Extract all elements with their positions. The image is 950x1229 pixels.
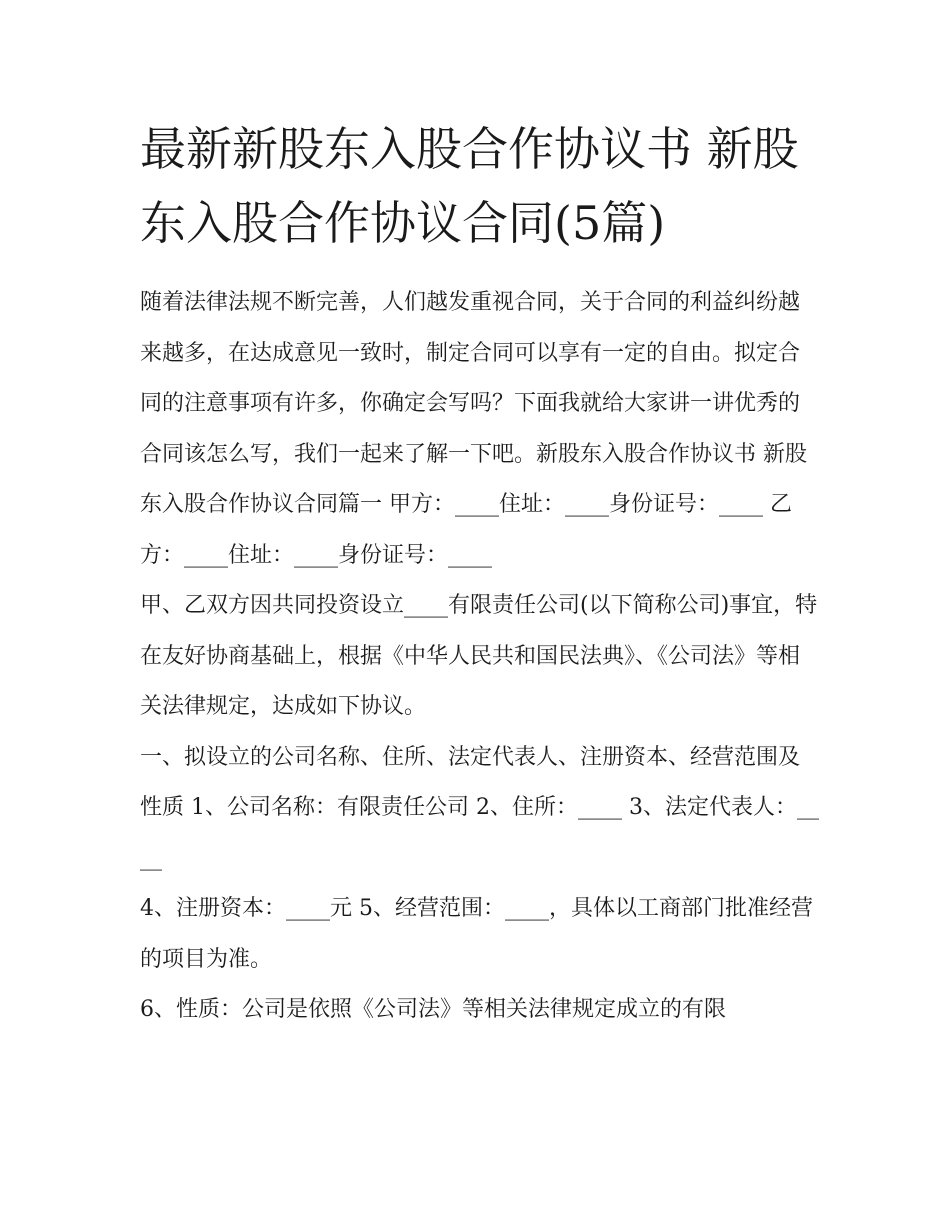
paragraph-intro: 随着法律法规不断完善，人们越发重视合同，关于合同的利益纠纷越来越多，在达成意见一致时，制定合同可以享有一定的自由。拟定合同的注意事项有许多，你确定会写吗？下面我就给大家讲一讲优秀的合同该怎么写，我们一起来了解一下吧。新股东入股合作协议书 新股东入股合作协议合同篇一 甲方：____住址：____身份证号：____ 乙方：____住址：____身份证号：____ xyxy=(140,290,807,568)
paragraph-purpose: 甲、乙双方因共同投资设立____有限责任公司(以下简称公司)事宜，特在友好协商基础上，根据《中华人民共和国民法典》、《公司法》等相关法律规定，达成如下协议。 xyxy=(140,593,818,719)
paragraph-section-one: 一、拟设立的公司名称、住所、法定代表人、注册资本、经营范围及性质 1、公司名称：有限责任公司 2、住所：____ 3、法定代表人：____ xyxy=(140,744,819,871)
paragraph-capital-scope: 4、注册资本：____元 5、经营范围：____，具体以工商部门批准经营的项目为准。 xyxy=(140,896,813,972)
paragraph-nature: 6、性质：公司是依照《公司法》等相关法律规定成立的有限 xyxy=(140,997,726,1022)
document-page xyxy=(140,112,820,1036)
document-title: 最新新股东入股合作协议书 新股东入股合作协议合同(5篇) xyxy=(140,122,799,250)
